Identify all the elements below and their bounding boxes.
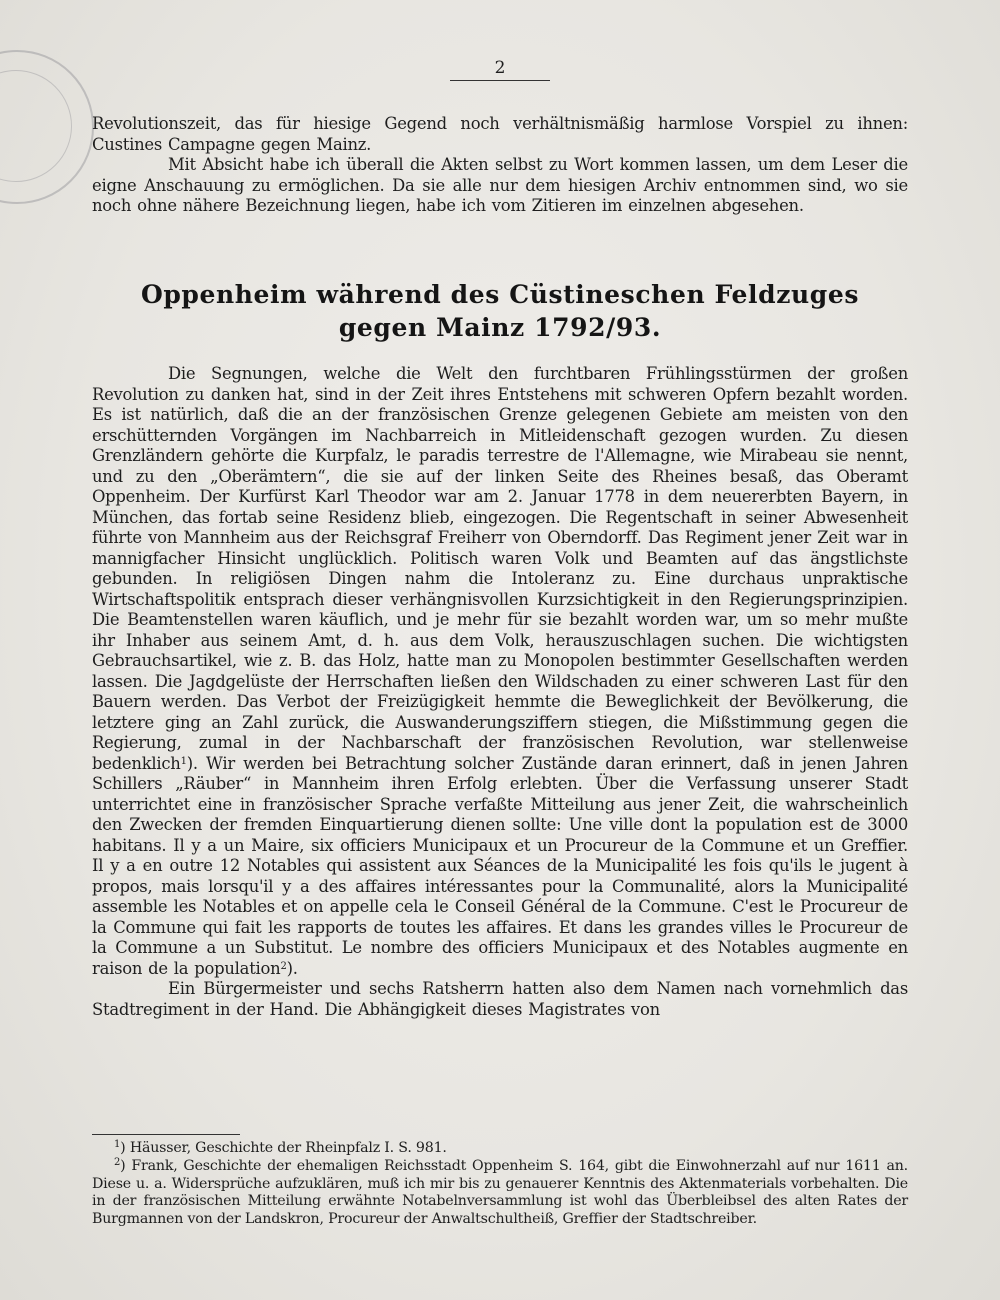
- main-paragraph-1-part-b: ). Wir werden bei Betrachtung solcher Zustände daran erinnert, daß in jenen Jahren Schillers „Räuber“ in Mannheim ihren Erfolg erlebten. Über die Verfassung unserer Stadt unterrichtet eine in französischer Sprache verfaßte Mitteilung aus jener Zeit, die wahrscheinlich den Zwecken der fremden Einquartierung dienen sollte: Une ville dont la population est de 3000 habitans. Il y a un Maire, six officiers Municipaux et un Procureur de la Commune et un Greffier. Il y a en outre 12 Notables qui assistent aux Séances de la Municipalité les fois qu'ils le jugent à propos, mais lorsqu'il y a des affaires intéressantes pour la Communalité, alors la Municipalité assemble les Notables et on appelle cela le Conseil Général de la Commune. C'est le Procureur de la Commune qui fait les rapports de toutes les affaires. Et dans les grandes villes le Procureur de la Commune a un Substitut. Le nombre des officiers Municipaux et des Notables augmente en raison de la population: [92, 753, 908, 978]
- page-number: 2: [450, 58, 550, 81]
- main-paragraph-1-part-a: Die Segnungen, welche die Welt den furchtbaren Frühlingsstürmen der großen Revolution zu danken hat, sind in der Zeit ihres Entstehens mit schweren Opfern bezahlt worden. Es ist natürlich, daß die an der französischen Grenze gelegenen Gebiete am meisten von den erschütternden Vorgängen im Nachbarreich in Mitleidenschaft gezogen wurden. Zu diesen Grenzländern gehörte die Kurpfalz, le paradis terrestre de l'Allemagne, wie Mirabeau sie nennt, und zu den „Oberämtern“, die sie auf der linken Seite des Rheines besaß, das Oberamt Oppenheim. Der Kurfürst Karl Theodor war am 2. Januar 1778 in dem neuererbten Bayern, in München, das fortab seine Residenz blieb, eingezogen. Die Regentschaft in seiner Abwesenheit führte von Mannheim aus der Reichsgraf Freiherr von Oberndorff. Das Regiment jener Zeit war in mannigfacher Hinsicht unglücklich. Politisch waren Volk und Beamten auf das ängstlichste gebunden. In religiösen Dingen nahm die Intoleranz zu. Eine durchaus unpraktische Wirtschaftspolitik entsprach dieser verhängnisvollen Kurzsichtigkeit in den Regierungsprinzipien. Die Beamtenstellen waren käuflich, und je mehr für sie bezahlt worden war, um so mehr mußte ihr Inhaber aus seinem Amt, d. h. aus dem Volk, herauszuschlagen suchen. Die wichtigsten Gebrauchsartikel, wie z. B. das Holz, hatte man zu Monopolen bestimmter Gesellschaften werden lassen. Die Jagdgelüste der Herrschaften ließen den Wildschaden zu einer schweren Last für den Bauern werden. Das Verbot der Freizügigkeit hemmte die Beweglichkeit der Bevölkerung, die letztere ging an Zahl zurück, die Auswanderungsziffern stiegen, die Mißstimmung gegen die Regierung, zumal in der Nachbarschaft der französischen Revolution, war stellenweise bedenklich: [92, 364, 908, 773]
- main-text: [92, 364, 908, 1020]
- intro-text: [92, 114, 908, 217]
- footnotes: [92, 1140, 908, 1229]
- footnote-2: [92, 1158, 908, 1229]
- intro-paragraph-1: Revolutionszeit, das für hiesige Gegend noch verhältnismäßig harmlose Vorspiel zu ihnen: Custines Campagne gegen Mainz.: [92, 114, 908, 154]
- footnote-2-text: ) Frank, Geschichte der ehemaligen Reichsstadt Oppenheim S. 164, gibt die Einwohnerzahl auf nur 1611 an. Diese u. a. Widersprüche aufzuklären, muß ich mir bis zu genauerer Kenntnis des Aktenmaterials vorbehalten. Die in der französischen Mitteilung erwähnte Notabelnversammlung ist wohl das Überbleibsel des alten Rates der Burgmannen von der Landskron, Procureur der Anwaltschultheiß, Greffier der Stadtschreiber.: [92, 1157, 908, 1228]
- footnote-ref-2: 2: [280, 960, 287, 972]
- footnote-1-mark: 1: [114, 1139, 121, 1150]
- footnote-divider: [92, 1134, 240, 1135]
- chapter-title-line-1: Oppenheim während des Cüstineschen Feldzuges: [140, 280, 860, 309]
- footnote-1-text: ) Häusser, Geschichte der Rheinpfalz I. S. 981.: [120, 1140, 447, 1156]
- footnote-2-mark: 2: [114, 1156, 121, 1168]
- main-paragraph-1-part-c: ).: [286, 958, 298, 978]
- main-paragraph-2: Ein Bürgermeister und sechs Ratsherrn hatten also dem Namen nach vornehmlich das Stadtregiment in der Hand. Die Abhängigkeit dieses Magistrates von: [92, 979, 908, 1019]
- chapter-title-line-2: gegen Mainz 1792/93.: [338, 313, 662, 342]
- main-paragraph-1: [92, 364, 908, 979]
- intro-paragraph-2: Mit Absicht habe ich überall die Akten selbst zu Wort kommen lassen, um dem Leser die eigne Anschauung zu ermöglichen. Da sie alle nur dem hiesigen Archiv entnommen sind, wo sie noch ohne nähere Bezeichnung liegen, habe ich vom Zitieren im einzelnen abgesehen.: [92, 155, 908, 215]
- chapter-title: [60, 278, 940, 344]
- footnote-1: [92, 1140, 908, 1158]
- footnote-ref-1: 1: [180, 755, 187, 767]
